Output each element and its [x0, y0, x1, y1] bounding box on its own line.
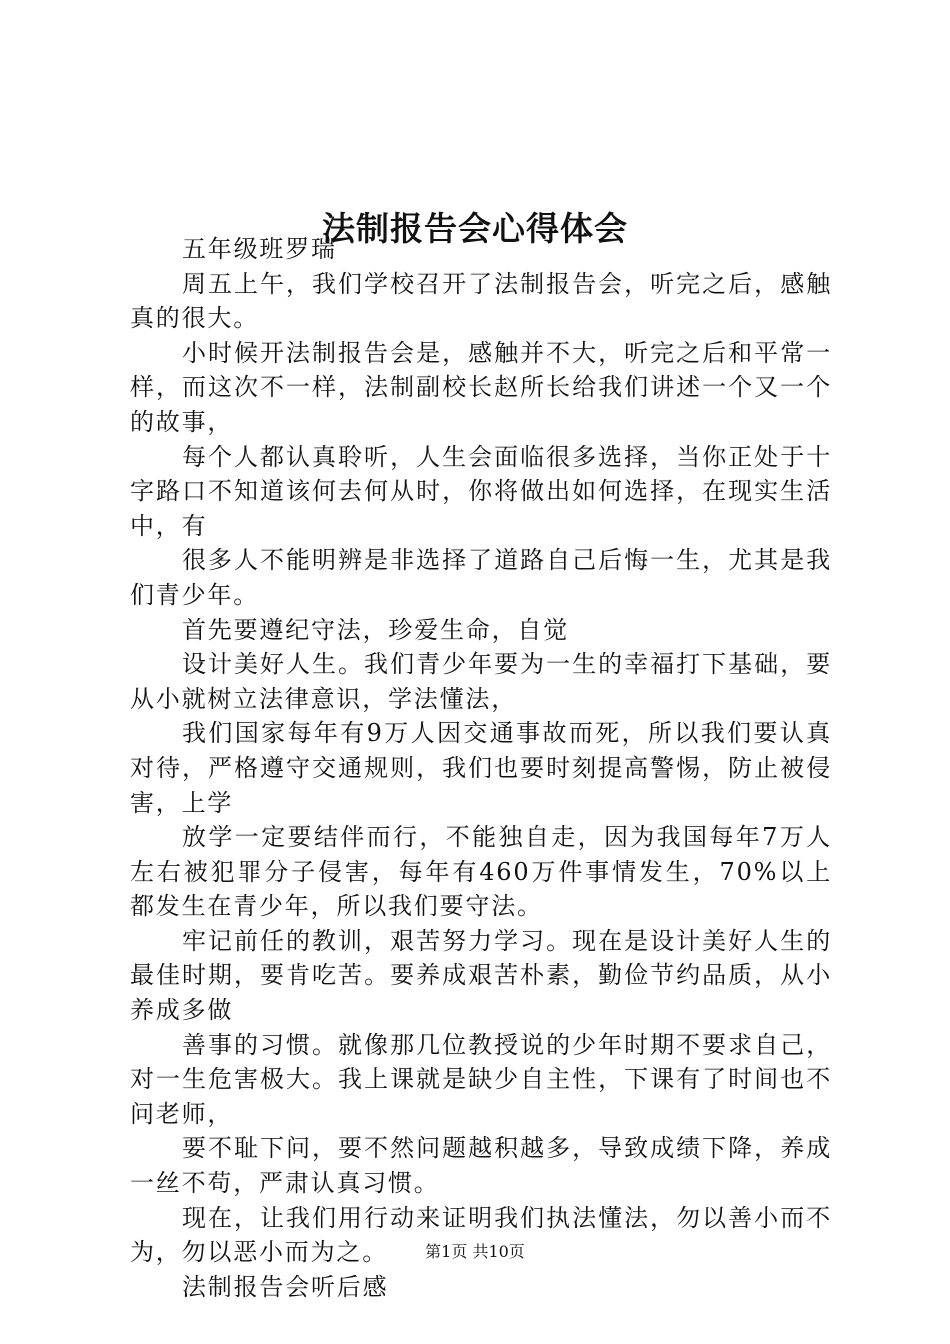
paragraph: 善事的习惯。就像那几位教授说的少年时期不要求自己，对一生危害极大。我上课就是缺少自主性，下课有了时间也不问老师， — [130, 1030, 832, 1128]
document-title: 法制报告会心得体会 — [322, 209, 628, 249]
paragraph: 小时候开法制报告会是，感触并不大，听完之后和平常一样，而这次不一样，法制副校长赵所长给我们讲述一个又一个的故事， — [130, 338, 832, 436]
document-body — [130, 232, 832, 1304]
paragraph: 设计美好人生。我们青少年要为一生的幸福打下基础，要从小就树立法律意识，学法懂法， — [130, 650, 832, 713]
paragraph: 牢记前任的教训，艰苦努力学习。现在是设计美好人生的最佳时期，要肯吃苦。要养成艰苦朴素，勤俭节约品质，从小养成多做 — [130, 926, 832, 1025]
paragraph: 我们国家每年有9万人因交通事故而死，所以我们要认真对待，严格遵守交通规则，我们也要时刻提高警惕，防止被侵害，上学 — [130, 719, 832, 817]
paragraph: 现在，让我们用行动来证明我们执法懂法，勿以善小而不为，勿以恶小而为之。 — [130, 1203, 832, 1267]
paragraph: 周五上午，我们学校召开了法制报告会，听完之后，感触真的很大。 — [130, 269, 832, 333]
paragraph: 放学一定要结伴而行，不能独自走，因为我国每年7万人左右被犯罪分子侵害，每年有460万件事情发生，70%以上都发生在青少年，所以我们要守法。 — [130, 823, 832, 921]
paragraph: 每个人都认真聆听，人生会面临很多选择，当你正处于十字路口不知道该何去何从时，你将做出如何选择，在现实生活中，有 — [130, 442, 832, 540]
paragraph: 法制报告会听后感 — [182, 1272, 389, 1301]
paragraph: 要不耻下问，要不然问题越积越多，导致成绩下降，养成一丝不苟，严肃认真习惯。 — [130, 1134, 832, 1198]
paragraph: 首先要遵纪守法，珍爱生命，自觉 — [182, 615, 569, 644]
paragraph: 很多人不能明辨是非选择了道路自己后悔一生，尤其是我们青少年。 — [130, 546, 832, 609]
page-footer: 第1页 共10页 — [425, 1242, 525, 1261]
author-line: 五年级班罗瑞 — [182, 235, 337, 263]
